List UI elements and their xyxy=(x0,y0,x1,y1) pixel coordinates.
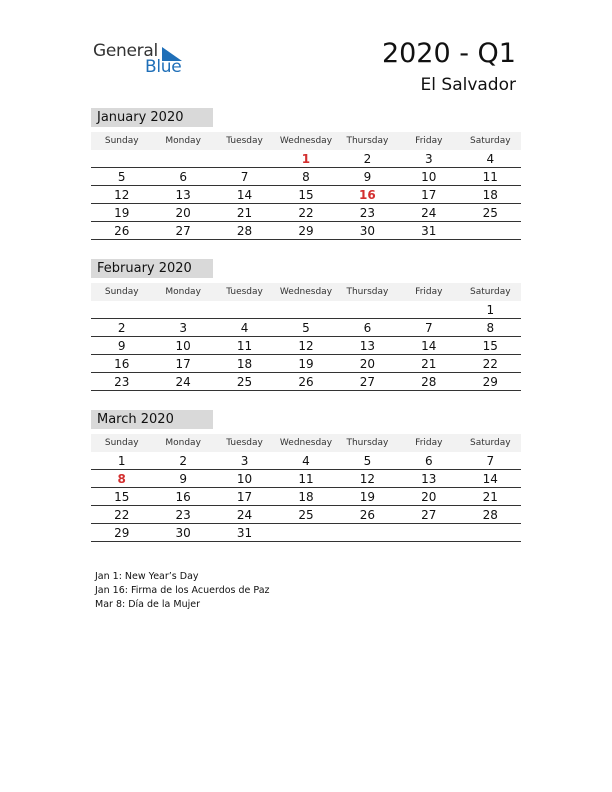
day-cell: 20 xyxy=(152,204,213,222)
day-cell: 20 xyxy=(337,355,398,373)
day-cell: 19 xyxy=(91,204,152,222)
weekday-header: Saturday xyxy=(460,434,521,452)
week-row xyxy=(91,470,521,488)
day-cell: 30 xyxy=(152,524,213,542)
day-cell: 1 xyxy=(91,452,152,470)
day-cell: 28 xyxy=(214,222,275,240)
day-cell: 10 xyxy=(152,337,213,355)
day-cell: 5 xyxy=(275,319,336,337)
day-cell: 3 xyxy=(214,452,275,470)
day-cell: 24 xyxy=(152,373,213,391)
day-cell: 25 xyxy=(460,204,521,222)
day-cell: 27 xyxy=(337,373,398,391)
week-row xyxy=(91,488,521,506)
day-cell: 24 xyxy=(398,204,459,222)
day-cell: 5 xyxy=(91,168,152,186)
day-cell: 19 xyxy=(275,355,336,373)
week-row xyxy=(91,204,521,222)
weekday-header: Wednesday xyxy=(275,132,336,150)
logo xyxy=(93,41,193,81)
week-row xyxy=(91,301,521,319)
day-cell: 9 xyxy=(337,168,398,186)
day-cell: 12 xyxy=(91,186,152,204)
day-cell: 17 xyxy=(398,186,459,204)
day-cell: 25 xyxy=(275,506,336,524)
day-cell: 4 xyxy=(275,452,336,470)
day-cell: 21 xyxy=(214,204,275,222)
day-cell: 9 xyxy=(152,470,213,488)
holiday-day-cell: 1 xyxy=(275,150,336,168)
day-cell: 27 xyxy=(398,506,459,524)
day-cell: 22 xyxy=(91,506,152,524)
week-row xyxy=(91,524,521,542)
weekday-header: Friday xyxy=(398,283,459,301)
day-cell: 6 xyxy=(152,168,213,186)
weekday-header: Friday xyxy=(398,434,459,452)
day-cell: 16 xyxy=(91,355,152,373)
weekday-header: Sunday xyxy=(91,434,152,452)
day-cell: 24 xyxy=(214,506,275,524)
day-cell: 21 xyxy=(398,355,459,373)
day-cell: 28 xyxy=(460,506,521,524)
day-cell: 22 xyxy=(460,355,521,373)
day-cell xyxy=(214,301,275,319)
weekday-header: Thursday xyxy=(337,434,398,452)
weekday-header: Saturday xyxy=(460,132,521,150)
day-cell: 2 xyxy=(91,319,152,337)
weekday-header: Saturday xyxy=(460,283,521,301)
day-cell: 15 xyxy=(460,337,521,355)
day-cell: 8 xyxy=(460,319,521,337)
month-block xyxy=(91,259,521,391)
day-cell: 7 xyxy=(214,168,275,186)
day-cell xyxy=(398,524,459,542)
day-cell: 3 xyxy=(398,150,459,168)
day-cell: 26 xyxy=(337,506,398,524)
day-cell: 22 xyxy=(275,204,336,222)
weekday-header: Tuesday xyxy=(214,132,275,150)
day-cell: 23 xyxy=(152,506,213,524)
day-cell: 15 xyxy=(91,488,152,506)
day-cell xyxy=(398,301,459,319)
week-row xyxy=(91,186,521,204)
week-row xyxy=(91,319,521,337)
day-cell: 29 xyxy=(460,373,521,391)
day-cell xyxy=(337,301,398,319)
month-label: February 2020 xyxy=(91,259,213,278)
day-cell: 17 xyxy=(152,355,213,373)
logo-text-blue: Blue xyxy=(145,57,182,77)
day-cell: 15 xyxy=(275,186,336,204)
day-cell: 19 xyxy=(337,488,398,506)
day-cell: 20 xyxy=(398,488,459,506)
weekday-header: Sunday xyxy=(91,132,152,150)
weekday-header: Tuesday xyxy=(214,283,275,301)
weekday-header: Wednesday xyxy=(275,434,336,452)
weekday-header: Tuesday xyxy=(214,434,275,452)
day-cell xyxy=(275,524,336,542)
weekday-header: Monday xyxy=(152,434,213,452)
page-title: 2020 - Q1 xyxy=(381,38,516,69)
day-cell: 13 xyxy=(152,186,213,204)
weekday-header: Wednesday xyxy=(275,283,336,301)
month-label: March 2020 xyxy=(91,410,213,429)
day-cell: 2 xyxy=(152,452,213,470)
day-cell: 10 xyxy=(214,470,275,488)
day-cell: 6 xyxy=(337,319,398,337)
day-cell: 18 xyxy=(214,355,275,373)
holiday-note: Mar 8: Día de la Mujer xyxy=(95,599,200,610)
day-cell: 31 xyxy=(398,222,459,240)
day-cell: 7 xyxy=(460,452,521,470)
day-cell: 4 xyxy=(214,319,275,337)
day-cell xyxy=(152,301,213,319)
day-cell: 5 xyxy=(337,452,398,470)
day-cell xyxy=(337,524,398,542)
day-cell: 11 xyxy=(460,168,521,186)
day-cell: 17 xyxy=(214,488,275,506)
weekday-header: Thursday xyxy=(337,132,398,150)
day-cell: 13 xyxy=(398,470,459,488)
holiday-day-cell: 8 xyxy=(91,470,152,488)
day-cell: 23 xyxy=(337,204,398,222)
month-calendar xyxy=(91,434,521,542)
day-cell: 2 xyxy=(337,150,398,168)
day-cell: 18 xyxy=(275,488,336,506)
week-row xyxy=(91,452,521,470)
day-cell xyxy=(152,150,213,168)
country-name: El Salvador xyxy=(420,75,516,95)
day-cell xyxy=(91,301,152,319)
day-cell xyxy=(460,524,521,542)
week-row xyxy=(91,355,521,373)
month-calendar xyxy=(91,132,521,240)
day-cell: 6 xyxy=(398,452,459,470)
day-cell: 16 xyxy=(152,488,213,506)
month-label: January 2020 xyxy=(91,108,213,127)
day-cell xyxy=(91,150,152,168)
holiday-notes xyxy=(95,570,270,612)
weekday-header: Monday xyxy=(152,283,213,301)
weekday-header: Thursday xyxy=(337,283,398,301)
holiday-note: Jan 16: Firma de los Acuerdos de Paz xyxy=(95,585,270,596)
day-cell xyxy=(214,150,275,168)
day-cell: 14 xyxy=(398,337,459,355)
day-cell: 11 xyxy=(275,470,336,488)
weekday-header: Friday xyxy=(398,132,459,150)
week-row xyxy=(91,506,521,524)
day-cell xyxy=(460,222,521,240)
day-cell: 26 xyxy=(91,222,152,240)
week-row xyxy=(91,373,521,391)
holiday-note: Jan 1: New Year’s Day xyxy=(95,571,199,582)
day-cell: 14 xyxy=(460,470,521,488)
week-row xyxy=(91,222,521,240)
day-cell: 28 xyxy=(398,373,459,391)
month-block xyxy=(91,108,521,240)
day-cell: 11 xyxy=(214,337,275,355)
day-cell: 29 xyxy=(91,524,152,542)
day-cell: 27 xyxy=(152,222,213,240)
week-row xyxy=(91,150,521,168)
day-cell: 4 xyxy=(460,150,521,168)
day-cell: 7 xyxy=(398,319,459,337)
day-cell: 12 xyxy=(337,470,398,488)
week-row xyxy=(91,168,521,186)
day-cell: 26 xyxy=(275,373,336,391)
day-cell: 1 xyxy=(460,301,521,319)
day-cell: 3 xyxy=(152,319,213,337)
day-cell: 23 xyxy=(91,373,152,391)
month-block xyxy=(91,410,521,542)
day-cell: 25 xyxy=(214,373,275,391)
day-cell: 10 xyxy=(398,168,459,186)
day-cell: 21 xyxy=(460,488,521,506)
day-cell: 31 xyxy=(214,524,275,542)
day-cell: 29 xyxy=(275,222,336,240)
day-cell: 30 xyxy=(337,222,398,240)
weekday-header: Sunday xyxy=(91,283,152,301)
holiday-day-cell: 16 xyxy=(337,186,398,204)
day-cell: 18 xyxy=(460,186,521,204)
day-cell: 8 xyxy=(275,168,336,186)
day-cell: 9 xyxy=(91,337,152,355)
day-cell: 14 xyxy=(214,186,275,204)
week-row xyxy=(91,337,521,355)
logo-text-general: General xyxy=(93,41,158,61)
weekday-header: Monday xyxy=(152,132,213,150)
day-cell: 13 xyxy=(337,337,398,355)
month-calendar xyxy=(91,283,521,391)
day-cell: 12 xyxy=(275,337,336,355)
day-cell xyxy=(275,301,336,319)
